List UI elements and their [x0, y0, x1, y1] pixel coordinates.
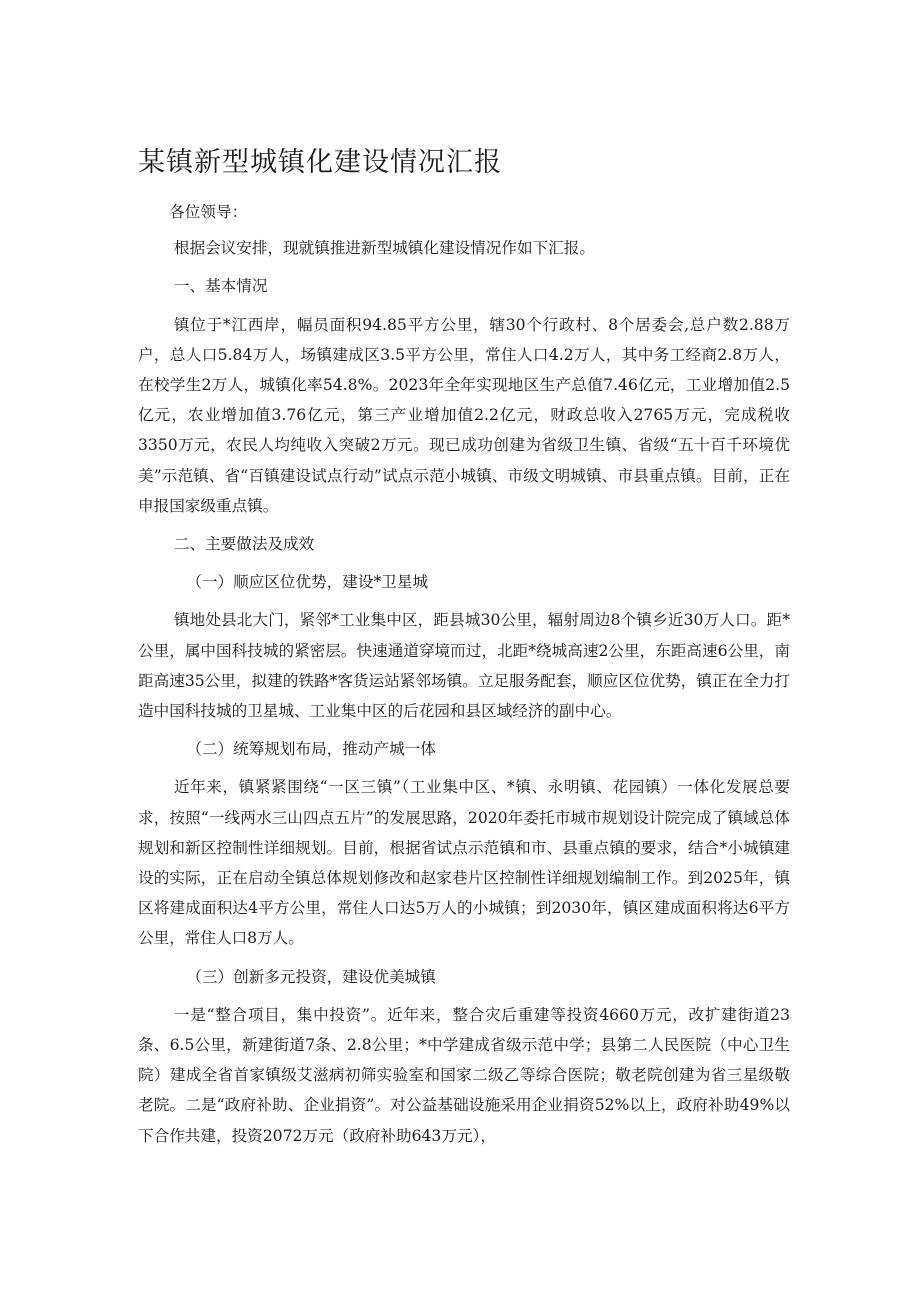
subsection-heading-investment: （三）创新多元投资，建设优美城镇 [186, 967, 436, 986]
subsection-heading-location: （一）顺应区位优势，建设*卫星城 [186, 573, 429, 592]
investment-paragraph: 一是“整合项目，集中投资”。近年来，整合灾后重建等投资4660万元，改扩建街道23条、6.5公里，新建街道7条、2.8公里；*中学建成省级示范中学；县第二人民医院（中心卫生院）建成全省首家镇级艾滋病初筛实验室和国家二级乙等综合医院；敬老院创建为省三星级敬老院。二是“政府补助、企业捐资”。对公益基础设施采用企业捐资52%以上，政府补助49%以下合作共建，投资2072万元（政府补助643万元）， [138, 1005, 790, 1145]
document-title: 某镇新型城镇化建设情况汇报 [138, 147, 502, 178]
planning-paragraph: 近年来，镇紧紧围绕“一区三镇”（工业集中区、*镇、永明镇、花园镇）一体化发展总要求，按照“一线两水三山四点五片”的发展思路，2020年委托市城市规划设计院完成了镇域总体规划和新区控制性详细规划。目前，根据省试点示范镇和市、县重点镇的要求，结合*小城镇建设的实际，正在启动全镇总体规划修改和赵家巷片区控制性详细规划编制工作。到2025年，镇区将建成面积达4平方公里，常住人口达5万人的小城镇；到2030年，镇区建成面积将达6平方公里，常住人口8万人。 [138, 778, 790, 948]
basic-situation-paragraph: 镇位于*江西岸，幅员面积94.85平方公里，辖30个行政村、8个居委会,总户数2.88万户，总人口5.84万人，场镇建成区3.5平方公里，常住人口4.2万人，其中务工经商2.8万人，在校学生2万人，城镇化率54.8%。2023年全年实现地区生产总值7.46亿元，工业增加值2.5亿元，农业增加值3.76亿元，第三产业增加值2.2亿元，财政总收入2765万元，完成税收3350万元，农民人均纯收入突破2万元。现已成功创建为省级卫生镇、省级“五十百千环境优美”示范镇、省“百镇建设试点行动”试点示范小城镇、市级文明城镇、市县重点镇。目前，正在申报国家级重点镇。 [138, 315, 790, 515]
subsection-heading-planning: （二）统筹规划布局，推动产城一体 [186, 740, 436, 759]
salutation: 各位领导： [169, 203, 248, 221]
section-heading-main-practices: 二、主要做法及成效 [173, 535, 315, 554]
document-body [138, 197, 790, 1159]
section-heading-basic-situation: 一、基本情况 [173, 277, 268, 296]
intro-paragraph: 根据会议安排，现就镇推进新型城镇化建设情况作如下汇报。 [173, 239, 595, 258]
location-paragraph: 镇地处县北大门，紧邻*工业集中区，距县城30公里，辐射周边8个镇乡近30万人口。距*公里，属中国科技城的紧密层。快速通道穿境而过，北距*绕城高速2公里，东距高速6公里，南距高速35公里，拟建的铁路*客货运站紧邻场镇。立足服务配套，顺应区位优势，镇正在全力打造中国科技城的卫星城、工业集中区的后花园和县区域经济的副中心。 [138, 611, 790, 721]
